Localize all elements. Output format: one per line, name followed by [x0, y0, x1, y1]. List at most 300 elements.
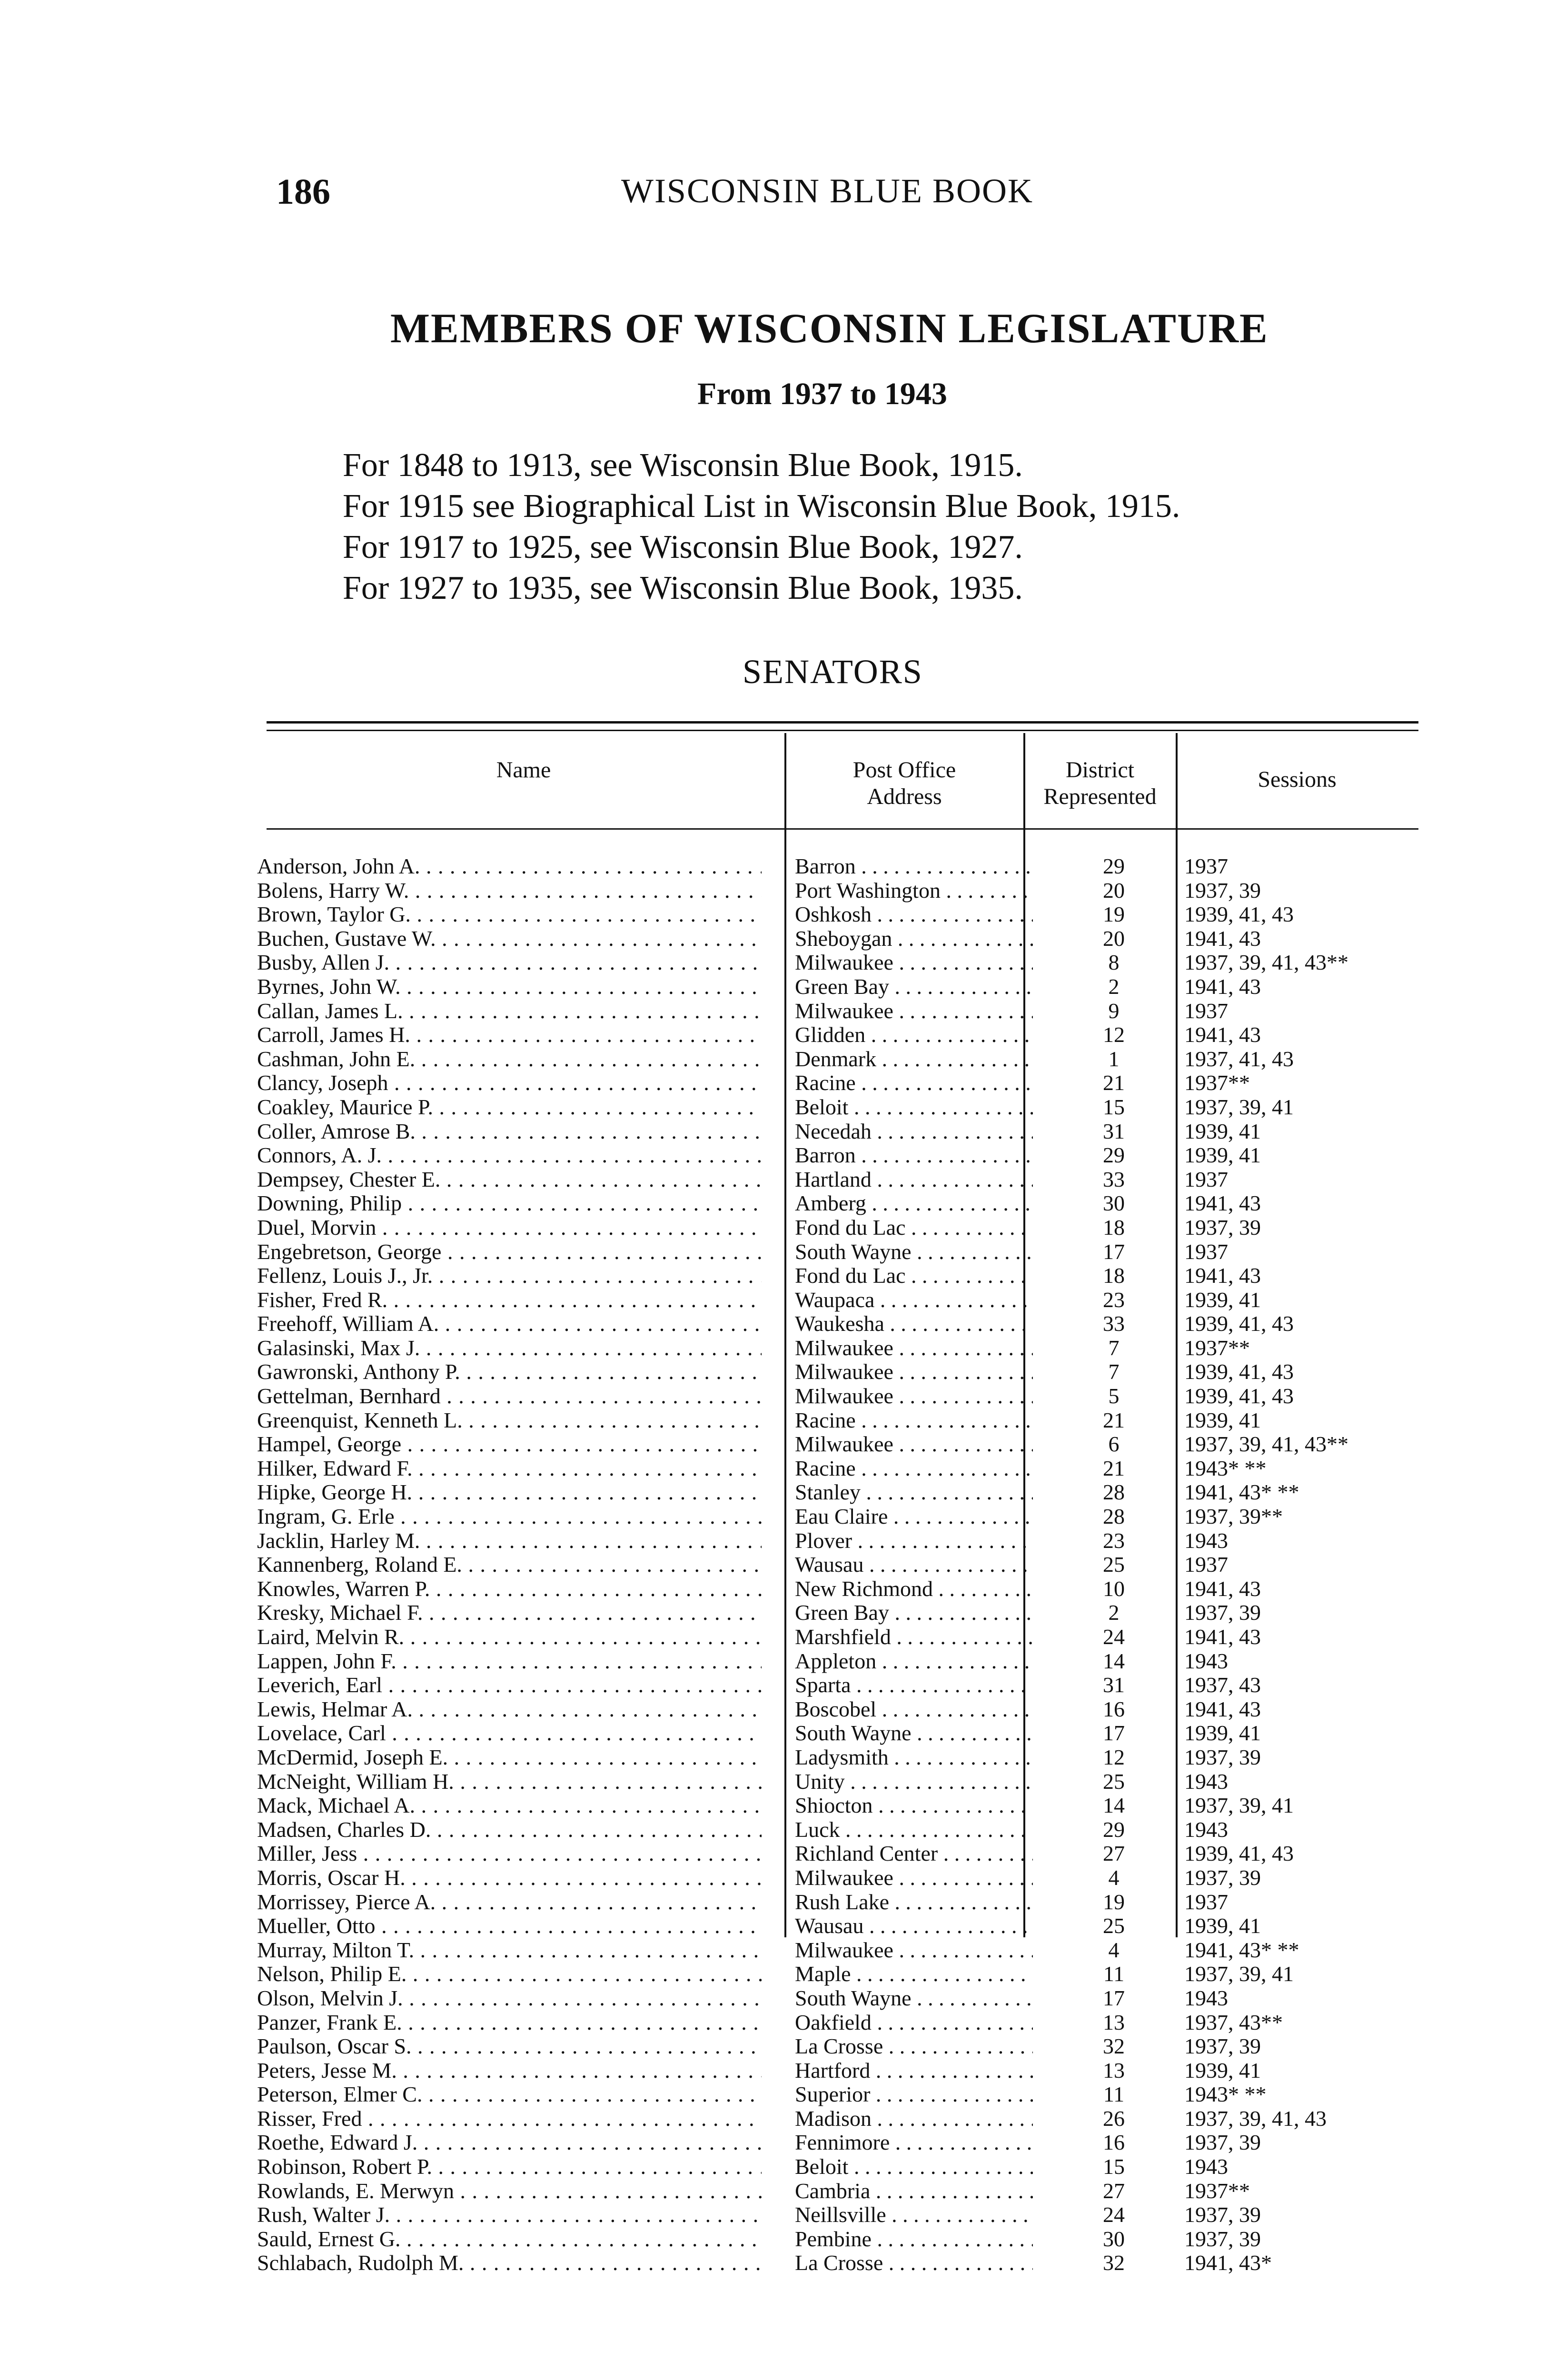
table-row: [257, 1721, 1418, 1745]
senator-name: Hampel, George . . .: [257, 1432, 762, 1456]
post-office: Hartford . . .: [795, 2059, 1033, 2082]
senator-name: Buchen, Gustave W. . . .: [257, 927, 762, 951]
senator-name: Gawronski, Anthony P. . . .: [257, 1360, 762, 1384]
table-row: [257, 1818, 1418, 1842]
district: 23: [1103, 1287, 1125, 1312]
senator-name: Olson, Melvin J. . . .: [257, 1986, 762, 2010]
senator-name: Kannenberg, Roland E. . . .: [257, 1553, 762, 1577]
post-office: Barron . . .: [795, 854, 1033, 878]
district: 11: [1103, 2082, 1125, 2107]
district: 25: [1103, 1914, 1125, 1938]
post-office: Appleton . . .: [795, 1649, 1033, 1673]
sessions: 1937, 39, 41, 43**: [1184, 1432, 1348, 1457]
sessions: 1943: [1184, 2154, 1228, 2179]
post-office: Wausau . . .: [795, 1553, 1033, 1577]
post-office: Fond du Lac . . .: [795, 1216, 1033, 1240]
table-row: [257, 879, 1418, 903]
senator-name: Ingram, G. Erle . . .: [257, 1505, 762, 1528]
district: 24: [1103, 1625, 1125, 1649]
post-office: Ladysmith . . .: [795, 1745, 1033, 1769]
post-office: South Wayne . . .: [795, 1721, 1033, 1745]
table-row: [257, 1962, 1418, 1986]
senator-name: Hipke, George H. . . .: [257, 1480, 762, 1504]
district: 27: [1103, 2178, 1125, 2203]
post-office: Racine . . .: [795, 1408, 1033, 1432]
district: 7: [1108, 1359, 1120, 1384]
senator-name: Paulson, Oscar S. . . .: [257, 2034, 762, 2058]
district: 4: [1108, 1937, 1120, 1962]
senator-name: Hilker, Edward F. . . .: [257, 1457, 762, 1480]
post-office: South Wayne . . .: [795, 1986, 1033, 2010]
column-header-post-office-line2: Address: [867, 784, 942, 809]
post-office: Plover . . .: [795, 1529, 1033, 1553]
senator-name: Kresky, Michael F. . . .: [257, 1601, 762, 1625]
post-office: Eau Claire . . .: [795, 1505, 1033, 1528]
post-office: Barron . . .: [795, 1143, 1033, 1167]
sessions: 1943: [1184, 1648, 1228, 1673]
senator-name: Dempsey, Chester E. . . .: [257, 1168, 762, 1191]
table-row: [257, 1553, 1418, 1577]
district: 25: [1103, 1552, 1125, 1577]
senator-name: Panzer, Frank E. . . .: [257, 2011, 762, 2034]
sessions: 1939, 41, 43: [1184, 902, 1294, 927]
table-row: [257, 2107, 1418, 2131]
sessions: 1939, 41, 43: [1184, 1359, 1294, 1384]
district: 30: [1103, 2226, 1125, 2251]
post-office: Wausau . . .: [795, 1914, 1033, 1938]
table-row: [257, 1601, 1418, 1625]
post-office: New Richmond . . .: [795, 1577, 1033, 1601]
district: 28: [1103, 1480, 1125, 1505]
post-office: Milwaukee . . .: [795, 999, 1033, 1023]
sessions: 1941, 43: [1184, 1191, 1261, 1216]
table-row: [257, 2082, 1418, 2107]
table-row: [257, 1143, 1418, 1168]
sessions: 1941, 43*: [1184, 2251, 1272, 2275]
table-row: [257, 1047, 1418, 1071]
sessions: 1937, 39**: [1184, 1504, 1283, 1529]
senator-name: Risser, Fred . . .: [257, 2107, 762, 2131]
post-office: Stanley . . .: [795, 1480, 1033, 1504]
sessions: 1941, 43* **: [1184, 1480, 1299, 1505]
sessions: 1939, 41, 43: [1184, 1384, 1294, 1408]
table-row: [257, 1191, 1418, 1216]
senator-name: Leverich, Earl . . .: [257, 1673, 762, 1697]
table-row: [257, 1120, 1418, 1144]
reference-note: For 1927 to 1935, see Wisconsin Blue Book, 1935.: [343, 570, 1023, 606]
senator-name: Lappen, John F. . . .: [257, 1649, 762, 1673]
reference-note: For 1915 see Biographical List in Wisconsin Blue Book, 1915.: [343, 488, 1180, 525]
post-office: Waupaca . . .: [795, 1288, 1033, 1312]
table-row: [257, 1216, 1418, 1240]
sessions: 1937**: [1184, 1071, 1250, 1095]
post-office: Oakfield . . .: [795, 2011, 1033, 2034]
table-row: [257, 1914, 1418, 1938]
table-row: [257, 1842, 1418, 1866]
district: 26: [1103, 2106, 1125, 2131]
senator-name: Robinson, Robert P. . . .: [257, 2155, 762, 2179]
senator-name: Lovelace, Carl . . .: [257, 1721, 762, 1745]
column-header-name-label: Name: [496, 757, 551, 783]
sessions: 1939, 41: [1184, 1119, 1261, 1143]
table-row: [257, 1866, 1418, 1890]
post-office: Rush Lake . . .: [795, 1890, 1033, 1914]
table-top-rule-thin: [267, 730, 1418, 731]
senator-name: Downing, Philip . . .: [257, 1191, 762, 1215]
table-row: [257, 1649, 1418, 1674]
district: 2: [1108, 974, 1120, 999]
district: 13: [1103, 2010, 1125, 2034]
sessions: 1937, 41, 43: [1184, 1046, 1294, 1071]
senator-name: Duel, Morvin . . .: [257, 1216, 762, 1240]
post-office: Milwaukee . . .: [795, 1336, 1033, 1360]
table-header-rule: [267, 828, 1418, 830]
senator-name: Byrnes, John W. . . .: [257, 975, 762, 999]
section-title: SENATORS: [743, 653, 923, 691]
senator-name: Rowlands, E. Merwyn . . .: [257, 2179, 762, 2203]
table-row: [257, 1384, 1418, 1408]
table-row: [257, 854, 1418, 879]
table-row: [257, 1697, 1418, 1722]
table-row: [257, 1625, 1418, 1649]
post-office: Glidden . . .: [795, 1023, 1033, 1047]
post-office: Green Bay . . .: [795, 1601, 1033, 1625]
sessions: 1937, 39: [1184, 2034, 1261, 2059]
post-office: Fennimore . . .: [795, 2131, 1033, 2154]
district: 17: [1103, 1239, 1125, 1264]
table-row: [257, 2179, 1418, 2203]
table-top-rule: [267, 721, 1418, 724]
post-office: Hartland . . .: [795, 1168, 1033, 1191]
sessions: 1937, 43**: [1184, 2010, 1283, 2034]
column-header-name: [267, 757, 781, 783]
senator-name: Peterson, Elmer C. . . .: [257, 2082, 762, 2106]
sessions: 1943: [1184, 1817, 1228, 1842]
table-row: [257, 1457, 1418, 1481]
post-office: Shiocton . . .: [795, 1794, 1033, 1817]
senator-name: Callan, James L. . . .: [257, 999, 762, 1023]
district: 14: [1103, 1648, 1125, 1673]
district: 17: [1103, 1985, 1125, 2010]
table-row: [257, 2059, 1418, 2083]
district: 12: [1103, 1745, 1125, 1769]
sessions: 1937, 39: [1184, 2130, 1261, 2155]
sessions: 1941, 43: [1184, 1576, 1261, 1601]
district: 27: [1103, 1841, 1125, 1866]
post-office: Milwaukee . . .: [795, 1432, 1033, 1456]
senator-name: Mueller, Otto . . .: [257, 1914, 762, 1938]
senator-name: Carroll, James H. . . .: [257, 1023, 762, 1047]
district: 24: [1103, 2202, 1125, 2227]
district: 31: [1103, 1119, 1125, 1143]
sessions: 1937, 39, 41, 43: [1184, 2106, 1327, 2131]
table-row: [257, 1023, 1418, 1047]
post-office: Denmark . . .: [795, 1047, 1033, 1071]
column-header-district-line2: Represented: [1043, 784, 1157, 809]
senator-name: Mack, Michael A. . . .: [257, 1794, 762, 1817]
running-title: WISCONSIN BLUE BOOK: [621, 172, 1033, 210]
district: 15: [1103, 2154, 1125, 2179]
sessions: 1939, 41: [1184, 1914, 1261, 1938]
post-office: Racine . . .: [795, 1071, 1033, 1095]
page-number: 186: [276, 172, 330, 212]
district: 21: [1103, 1071, 1125, 1095]
table-row: [257, 1312, 1418, 1336]
post-office: Maple . . .: [795, 1962, 1033, 1986]
senator-name: Galasinski, Max J. . . .: [257, 1336, 762, 1360]
table-row: [257, 927, 1418, 951]
post-office: Amberg . . .: [795, 1191, 1033, 1215]
post-office: Madison . . .: [795, 2107, 1033, 2131]
table-row: [257, 1673, 1418, 1697]
district: 2: [1108, 1600, 1120, 1625]
sessions: 1939, 41, 43: [1184, 1841, 1294, 1866]
sessions: 1937, 39, 41, 43**: [1184, 950, 1348, 975]
sessions: 1937**: [1184, 1335, 1250, 1360]
reference-note: For 1848 to 1913, see Wisconsin Blue Book, 1915.: [343, 447, 1023, 484]
reference-notes: [343, 445, 1180, 609]
sessions: 1941, 43: [1184, 1696, 1261, 1721]
sessions: 1937, 39: [1184, 1600, 1261, 1625]
post-office: Oshkosh . . .: [795, 902, 1033, 926]
district: 25: [1103, 1769, 1125, 1794]
senator-name: Busby, Allen J. . . .: [257, 951, 762, 974]
senator-name: Sauld, Ernest G. . . .: [257, 2227, 762, 2251]
senator-name: Greenquist, Kenneth L. . . .: [257, 1408, 762, 1432]
table-row: [257, 951, 1418, 975]
senator-name: McNeight, William H. . . .: [257, 1770, 762, 1794]
district: 6: [1108, 1432, 1120, 1457]
sessions: 1941, 43: [1184, 1022, 1261, 1047]
district: 23: [1103, 1528, 1125, 1553]
table-row: [257, 1360, 1418, 1384]
table-row: [257, 2011, 1418, 2035]
post-office: Fond du Lac . . .: [795, 1264, 1033, 1288]
table-row: [257, 2251, 1418, 2275]
sessions: 1937: [1184, 854, 1228, 878]
table-row: [257, 1770, 1418, 1794]
sessions: 1937, 39: [1184, 1865, 1261, 1890]
table-row: [257, 1745, 1418, 1770]
district: 18: [1103, 1263, 1125, 1288]
district: 31: [1103, 1673, 1125, 1697]
sessions: 1937, 39, 41: [1184, 1094, 1294, 1119]
senator-name: Coller, Amrose B. . . .: [257, 1120, 762, 1143]
table-row: [257, 2227, 1418, 2251]
post-office: Neillsville . . .: [795, 2203, 1033, 2227]
senator-name: Engebretson, George . . .: [257, 1240, 762, 1264]
sessions: 1943* **: [1184, 2082, 1267, 2107]
post-office: Port Washington . . .: [795, 879, 1033, 902]
sessions: 1937, 39: [1184, 1745, 1261, 1769]
table-row: [257, 999, 1418, 1023]
senator-name: Madsen, Charles D. . . .: [257, 1818, 762, 1842]
table-row: [257, 2131, 1418, 2155]
table-row: [257, 1986, 1418, 2011]
senator-name: Coakley, Maurice P. . . .: [257, 1095, 762, 1119]
post-office: Superior . . .: [795, 2082, 1033, 2106]
post-office: Unity . . .: [795, 1770, 1033, 1794]
sessions: 1939, 41: [1184, 1287, 1261, 1312]
sessions: 1941, 43: [1184, 1625, 1261, 1649]
senator-name: Morris, Oscar H. . . .: [257, 1866, 762, 1890]
table-row: [257, 1264, 1418, 1288]
sessions: 1941, 43: [1184, 974, 1261, 999]
district: 9: [1108, 998, 1120, 1023]
senator-name: Peters, Jesse M. . . .: [257, 2059, 762, 2082]
district: 14: [1103, 1793, 1125, 1818]
senator-name: Fellenz, Louis J., Jr. . . .: [257, 1264, 762, 1288]
senator-name: Fisher, Fred R. . . .: [257, 1288, 762, 1312]
sessions: 1937: [1184, 1552, 1228, 1577]
table-row: [257, 1480, 1418, 1505]
senator-name: Schlabach, Rudolph M. . . .: [257, 2251, 762, 2275]
post-office: Pembine . . .: [795, 2227, 1033, 2251]
district: 18: [1103, 1215, 1125, 1240]
column-header-district-line1: District: [1066, 757, 1134, 783]
district: 13: [1103, 2058, 1125, 2082]
page-title: MEMBERS OF WISCONSIN LEGISLATURE: [390, 306, 1269, 352]
district: 32: [1103, 2034, 1125, 2059]
senator-name: McDermid, Joseph E. . . .: [257, 1745, 762, 1769]
district: 4: [1108, 1865, 1120, 1890]
sessions: 1937**: [1184, 2178, 1250, 2203]
sessions: 1941, 43: [1184, 1263, 1261, 1288]
post-office: Cambria . . .: [795, 2179, 1033, 2203]
table-row: [257, 1529, 1418, 1553]
post-office: Sheboygan . . .: [795, 927, 1033, 951]
district: 29: [1103, 854, 1125, 878]
sessions: 1941, 43* **: [1184, 1937, 1299, 1962]
sessions: 1943: [1184, 1769, 1228, 1794]
sessions: 1937: [1184, 998, 1228, 1023]
senator-name: Freehoff, William A. . . .: [257, 1312, 762, 1336]
district: 19: [1103, 1889, 1125, 1914]
post-office: Milwaukee . . .: [795, 951, 1033, 974]
district: 30: [1103, 1191, 1125, 1216]
senator-name: Rush, Walter J. . . .: [257, 2203, 762, 2227]
district: 20: [1103, 878, 1125, 902]
column-header-post-office-line1: Post Office: [852, 757, 956, 783]
column-header-sessions-label: Sessions: [1258, 767, 1337, 792]
post-office: Milwaukee . . .: [795, 1866, 1033, 1890]
district: 5: [1108, 1384, 1120, 1408]
senator-name: Clancy, Joseph . . .: [257, 1071, 762, 1095]
table-row: [257, 1071, 1418, 1095]
sessions: 1937, 39: [1184, 2226, 1261, 2251]
district: 11: [1103, 1962, 1125, 1986]
post-office: Waukesha . . .: [795, 1312, 1033, 1336]
table-row: [257, 1240, 1418, 1264]
table-row: [257, 1288, 1418, 1312]
table-row: [257, 1095, 1418, 1120]
table-row: [257, 1794, 1418, 1818]
reference-note: For 1917 to 1925, see Wisconsin Blue Book, 1927.: [343, 529, 1023, 565]
district: 16: [1103, 2130, 1125, 2155]
district: 1: [1108, 1046, 1120, 1071]
sessions: 1943* **: [1184, 1456, 1267, 1480]
district: 32: [1103, 2251, 1125, 2275]
post-office: La Crosse . . .: [795, 2251, 1033, 2275]
sessions: 1939, 41: [1184, 1143, 1261, 1168]
senator-name: Laird, Melvin R. . . .: [257, 1625, 762, 1649]
post-office: Milwaukee . . .: [795, 1938, 1033, 1962]
senator-name: Roethe, Edward J. . . .: [257, 2131, 762, 2154]
senator-name: Jacklin, Harley M. . . .: [257, 1529, 762, 1553]
column-header-district: [1026, 757, 1174, 810]
post-office: La Crosse . . .: [795, 2034, 1033, 2058]
table-row: [257, 2203, 1418, 2227]
table-row: [257, 1938, 1418, 1963]
district: 15: [1103, 1094, 1125, 1119]
table-row: [257, 975, 1418, 999]
column-header-sessions: [1178, 766, 1416, 793]
district: 33: [1103, 1167, 1125, 1191]
sessions: 1937: [1184, 1239, 1228, 1264]
senator-name: Nelson, Philip E. . . .: [257, 1962, 762, 1986]
district: 10: [1103, 1576, 1125, 1601]
page-subtitle: From 1937 to 1943: [697, 377, 947, 411]
district: 28: [1103, 1504, 1125, 1529]
post-office: South Wayne . . .: [795, 1240, 1033, 1264]
senator-name: Brown, Taylor G. . . .: [257, 902, 762, 926]
senators-table-body: [257, 854, 1418, 2275]
table-row: [257, 2034, 1418, 2059]
post-office: Marshfield . . .: [795, 1625, 1033, 1649]
district: 21: [1103, 1456, 1125, 1480]
post-office: Sparta . . .: [795, 1673, 1033, 1697]
senator-name: Anderson, John A. . . .: [257, 854, 762, 878]
district: 33: [1103, 1311, 1125, 1336]
post-office: Boscobel . . .: [795, 1697, 1033, 1721]
district: 8: [1108, 950, 1120, 975]
sessions: 1937, 39: [1184, 2202, 1261, 2227]
table-row: [257, 1890, 1418, 1914]
senator-name: Miller, Jess . . .: [257, 1842, 762, 1865]
post-office: Racine . . .: [795, 1457, 1033, 1480]
post-office: Green Bay . . .: [795, 975, 1033, 999]
sessions: 1943: [1184, 1528, 1228, 1553]
district: 19: [1103, 902, 1125, 927]
table-row: [257, 1577, 1418, 1601]
column-header-post-office: [788, 757, 1021, 810]
post-office: Beloit . . .: [795, 2155, 1033, 2179]
district: 17: [1103, 1721, 1125, 1745]
sessions: 1937, 39: [1184, 1215, 1261, 1240]
table-row: [257, 1168, 1418, 1192]
senator-name: Lewis, Helmar A. . . .: [257, 1697, 762, 1721]
post-office: Richland Center . . .: [795, 1842, 1033, 1865]
sessions: 1937, 43: [1184, 1673, 1261, 1697]
table-row: [257, 1432, 1418, 1457]
table-row: [257, 1336, 1418, 1360]
post-office: Milwaukee . . .: [795, 1384, 1033, 1408]
senator-name: Morrissey, Pierce A. . . .: [257, 1890, 762, 1914]
senator-name: Cashman, John E. . . .: [257, 1047, 762, 1071]
post-office: Luck . . .: [795, 1818, 1033, 1842]
senator-name: Bolens, Harry W. . . .: [257, 879, 762, 902]
post-office: Beloit . . .: [795, 1095, 1033, 1119]
district: 20: [1103, 926, 1125, 951]
senator-name: Gettelman, Bernhard . . .: [257, 1384, 762, 1408]
table-row: [257, 902, 1418, 927]
sessions: 1937, 39, 41: [1184, 1962, 1294, 1986]
district: 21: [1103, 1408, 1125, 1432]
senator-name: Knowles, Warren P. . . .: [257, 1577, 762, 1601]
table-row: [257, 1408, 1418, 1433]
sessions: 1937, 39: [1184, 878, 1261, 902]
sessions: 1939, 41, 43: [1184, 1311, 1294, 1336]
